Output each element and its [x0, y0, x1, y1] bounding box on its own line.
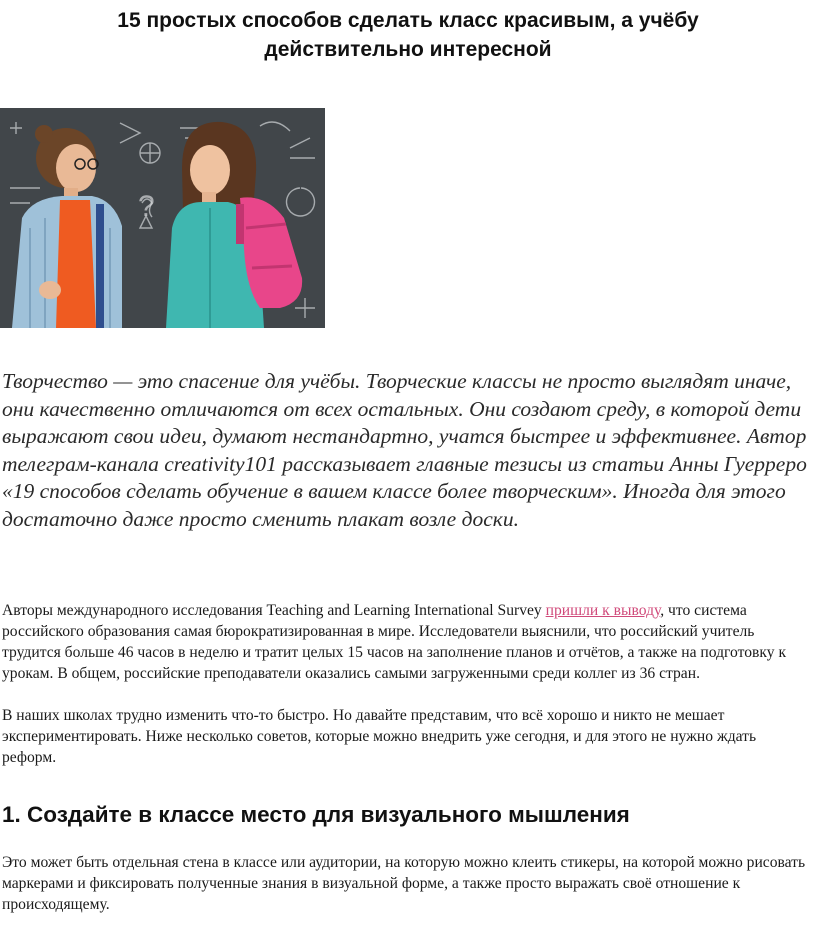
photo-two-schoolgirls-icon — [0, 108, 325, 328]
article-photo — [0, 108, 325, 328]
paragraph-research-start: Авторы международного исследования Teaching and Learning International Survey — [2, 602, 546, 619]
article-lead: Творчество — это спасение для учёбы. Творческие классы не просто выглядят иначе, они качественно отличаются от всех остальных. Они создают среду, в которой дети выражают свои идеи, думают нестандартно, учатся быстрее и эффективнее. Автор телеграм-канала creativity101 рассказывает главные тезисы из статьи Анны Гуерреро «19 способов сделать обучение в вашем классе более творческим». Иногда для этого достаточно даже просто сменить плакат возле доски. — [2, 369, 807, 531]
paragraph-research — [2, 600, 812, 684]
paragraph-intro: В наших школах трудно изменить что-то быстро. Но давайте представим, что всё хорошо и никто не мешает экспериментировать. Ниже несколько советов, которые можно внедрить уже сегодня, и для этого не нужно ждать реформ. — [2, 707, 757, 766]
article-title: 15 простых способов сделать класс красивым, а учёбу действительно интересной — [117, 9, 699, 61]
svg-text:?: ? — [138, 190, 155, 223]
section-heading: 1. Создайте в классе место для визуального мышления — [2, 802, 630, 827]
section-text: Это может быть отдельная стена в классе или аудитории, на которую можно клеить стикеры, на которой можно рисовать маркерами и фиксировать полученные знания в визуальной форме, а также просто выражать своё отношение к происходящему. — [2, 854, 806, 913]
research-link[interactable]: пришли к выводу — [545, 602, 661, 619]
paragraph-research-end: , что система российского образования самая бюрократизированная в мире. Исследователи выяснили, что российский учитель трудится больше 46 часов в неделю и тратит целых 15 часов на заполнение планов и отчётов, а также на подготовку к урокам. В общем, российские преподаватели оказались самыми загруженными среди коллег из 36 стран. — [2, 602, 787, 682]
